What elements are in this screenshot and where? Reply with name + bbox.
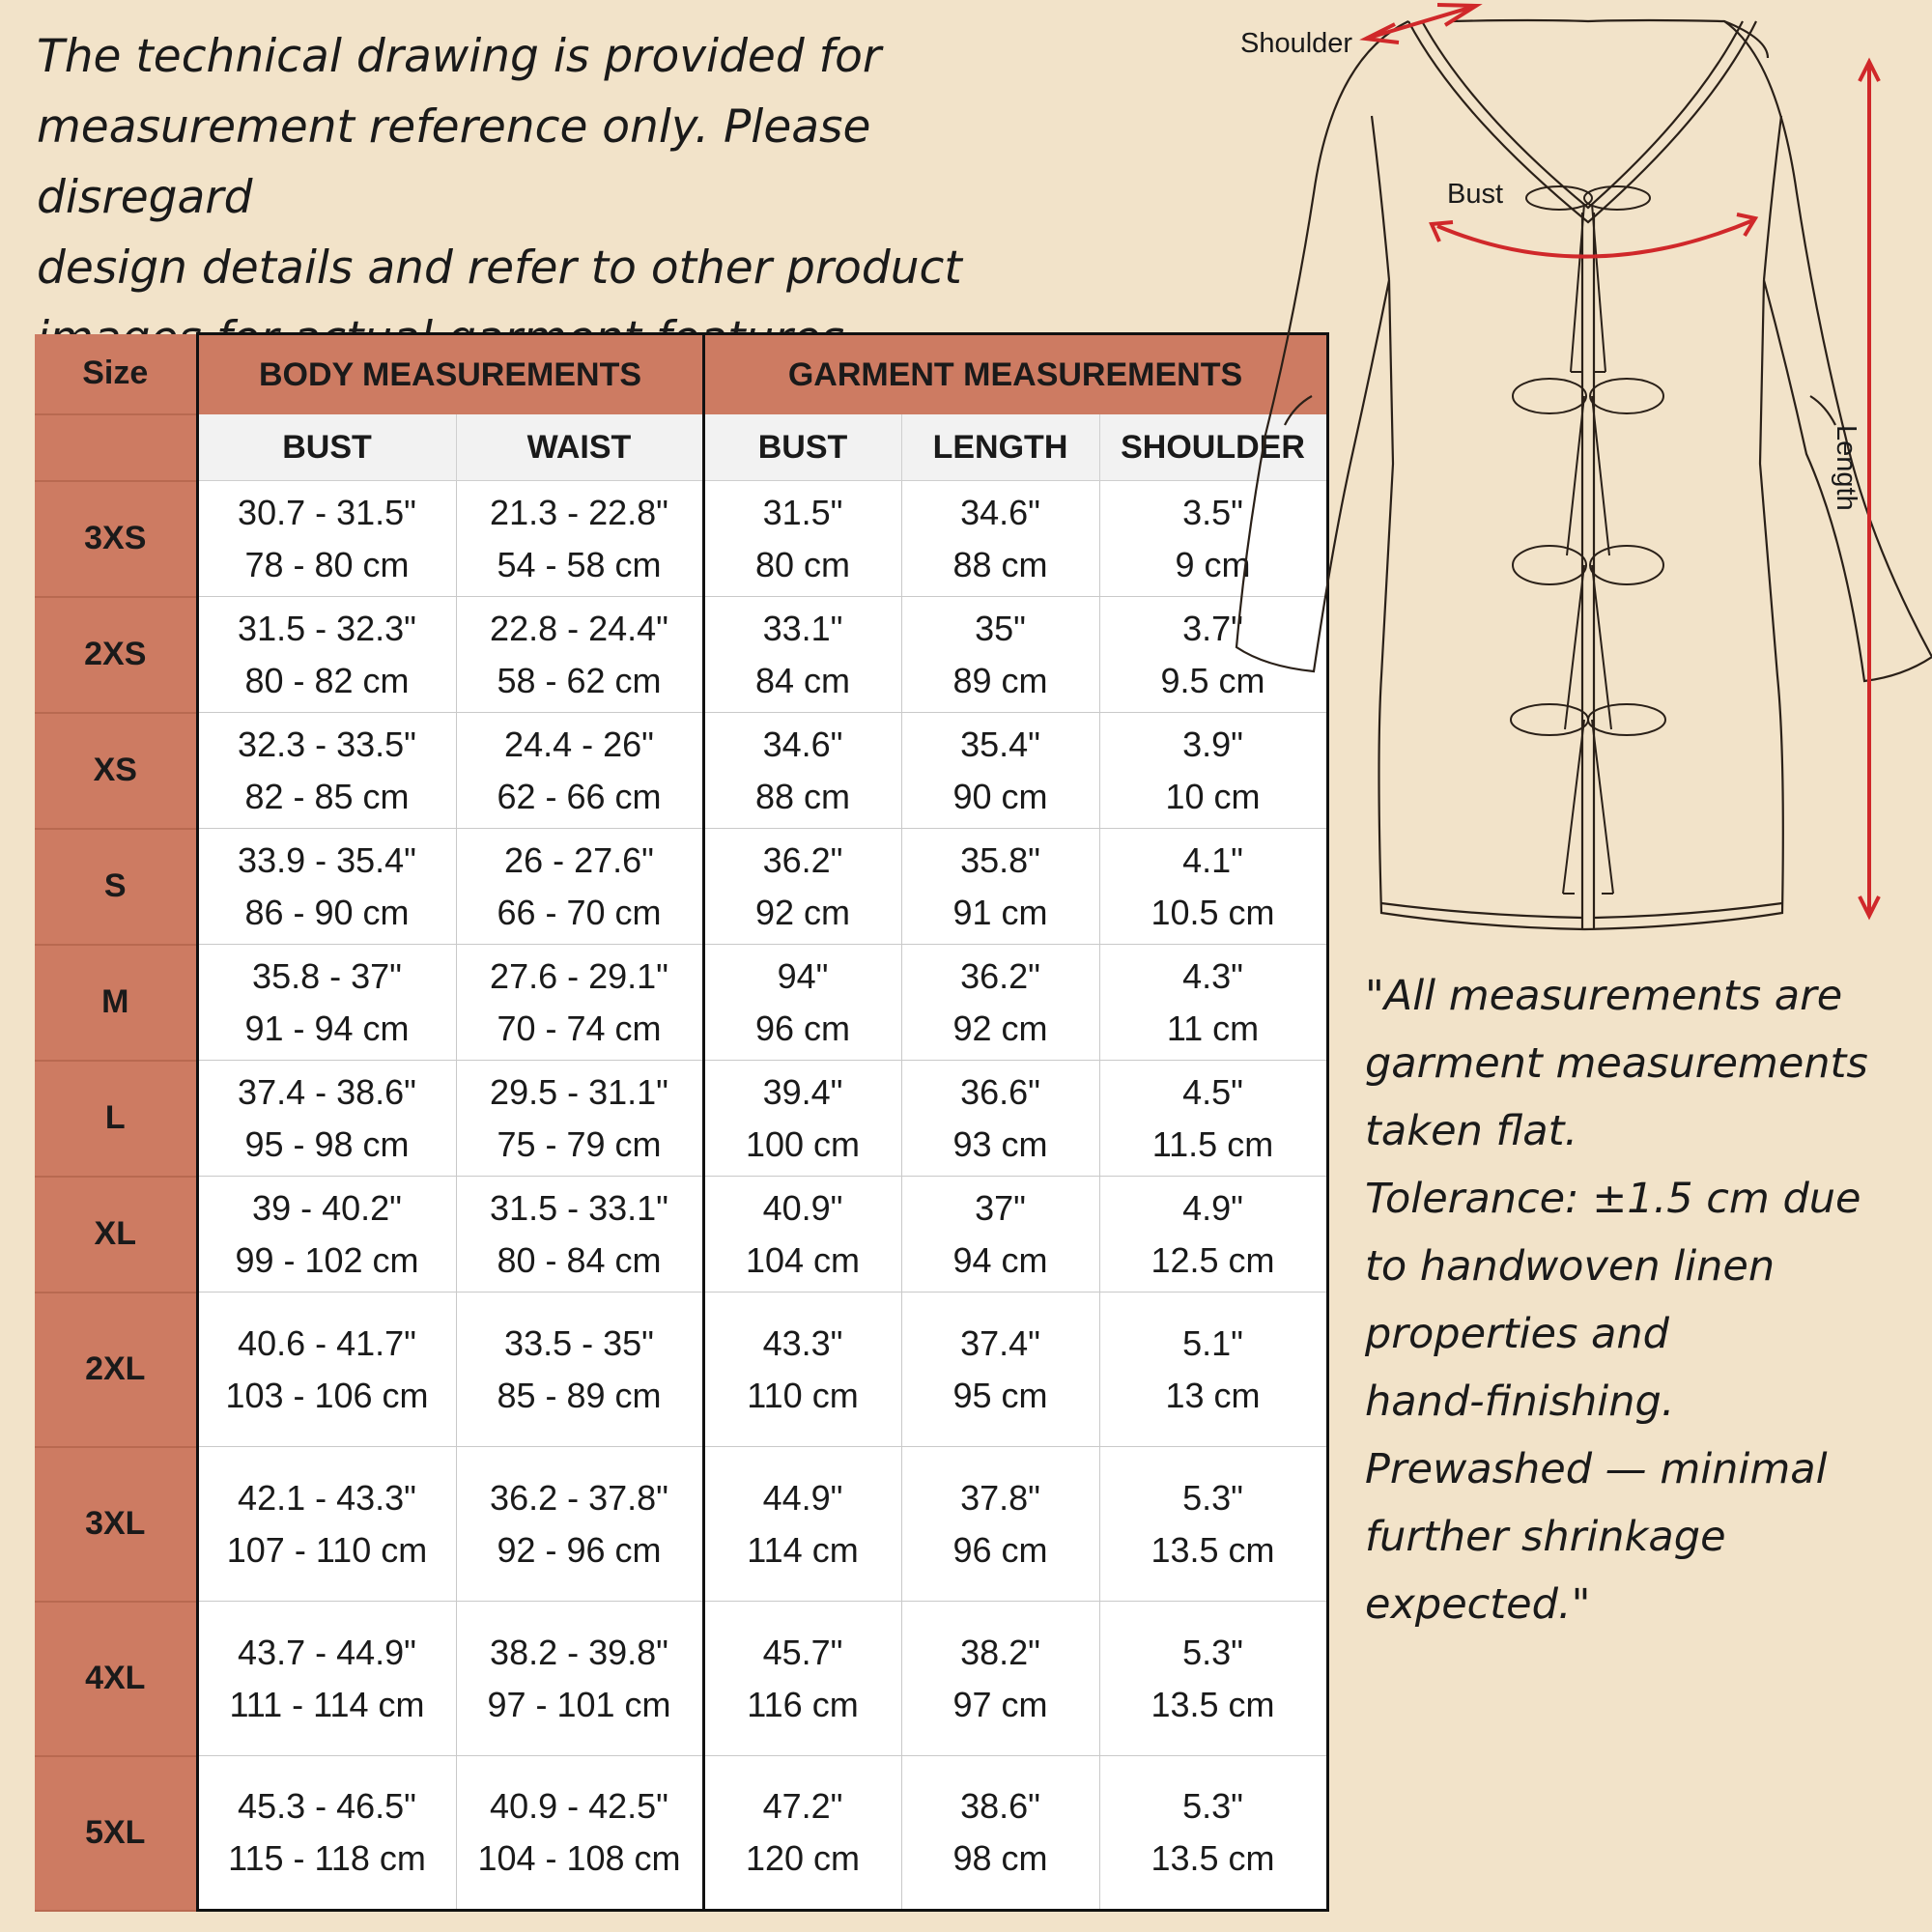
cm-value: 110 cm xyxy=(747,1375,859,1415)
table-row xyxy=(35,945,1327,1061)
size-label: S xyxy=(35,829,197,945)
cm-value: 94 cm xyxy=(952,1239,1048,1280)
subheader-garment-length: LENGTH xyxy=(901,414,1099,481)
inches-value: 37.4 - 38.6" xyxy=(238,1071,416,1112)
intro-line: measurement reference only. Please disregard xyxy=(37,100,871,224)
cm-value: 90 cm xyxy=(952,776,1048,816)
cm-value: 120 cm xyxy=(745,1838,861,1878)
inches-value: 36.2" xyxy=(762,839,843,880)
inches-value: 35.4" xyxy=(960,724,1040,764)
garment-measurements-header: GARMENT MEASUREMENTS xyxy=(703,334,1327,415)
subheader-body-waist: WAIST xyxy=(456,414,703,481)
measurement-cell xyxy=(901,1756,1099,1911)
table-row xyxy=(35,1177,1327,1293)
measurement-cell xyxy=(901,713,1099,829)
cm-value: 116 cm xyxy=(747,1684,859,1724)
size-label: 3XS xyxy=(35,481,197,597)
inches-value: 45.7" xyxy=(762,1632,843,1672)
measurement-cell xyxy=(703,829,901,945)
table-row xyxy=(35,1061,1327,1177)
inches-value: 40.9" xyxy=(762,1187,843,1228)
measurement-cell xyxy=(901,481,1099,597)
inches-value: 24.4 - 26" xyxy=(504,724,654,764)
cm-value: 13.5 cm xyxy=(1151,1684,1275,1724)
cm-value: 62 - 66 cm xyxy=(497,776,662,816)
cm-value: 10.5 cm xyxy=(1151,892,1275,932)
cm-value: 84 cm xyxy=(754,660,851,700)
note-line: to handwoven linen xyxy=(1365,1242,1776,1291)
bust-label: Bust xyxy=(1447,179,1504,210)
measurement-cell xyxy=(197,1602,456,1756)
inches-value: 39.4" xyxy=(762,1071,843,1112)
inches-value: 39 - 40.2" xyxy=(252,1187,402,1228)
cm-value: 91 cm xyxy=(952,892,1048,932)
cm-value: 92 - 96 cm xyxy=(497,1529,662,1570)
cm-value: 9 cm xyxy=(1175,544,1251,584)
inches-value: 4.3" xyxy=(1182,955,1243,996)
inches-value: 5.1" xyxy=(1182,1322,1243,1363)
measurement-cell xyxy=(901,1447,1099,1602)
inches-value: 31.5" xyxy=(762,492,843,532)
inches-value: 35" xyxy=(975,608,1026,648)
measurement-cell xyxy=(1099,1293,1327,1447)
inches-value: 43.3" xyxy=(762,1322,843,1363)
measurement-cell xyxy=(1099,1602,1327,1756)
cm-value: 13.5 cm xyxy=(1151,1529,1275,1570)
inches-value: 94" xyxy=(777,955,829,996)
cm-value: 96 cm xyxy=(754,1008,851,1048)
size-label: 5XL xyxy=(35,1756,197,1911)
table-row xyxy=(35,481,1327,597)
inches-value: 29.5 - 31.1" xyxy=(490,1071,668,1112)
inches-value: 5.3" xyxy=(1182,1632,1243,1672)
note-line: garment measurements xyxy=(1365,1039,1868,1088)
cm-value: 11 cm xyxy=(1166,1008,1260,1048)
inches-value: 4.9" xyxy=(1182,1187,1243,1228)
inches-value: 3.7" xyxy=(1182,608,1243,648)
inches-value: 21.3 - 22.8" xyxy=(490,492,668,532)
size-label: M xyxy=(35,945,197,1061)
cm-value: 86 - 90 cm xyxy=(244,892,410,932)
note-line: hand-finishing. xyxy=(1365,1378,1675,1426)
cm-value: 97 cm xyxy=(952,1684,1048,1724)
intro-line: The technical drawing is provided for xyxy=(37,30,882,83)
cm-value: 10 cm xyxy=(1165,776,1261,816)
table-row xyxy=(35,713,1327,829)
inches-value: 36.2 - 37.8" xyxy=(490,1477,668,1518)
measurement-cell xyxy=(456,1061,703,1177)
intro-line: design details and refer to other product xyxy=(37,242,962,295)
measurement-cell xyxy=(197,1447,456,1602)
inches-value: 30.7 - 31.5" xyxy=(238,492,416,532)
inches-value: 37" xyxy=(975,1187,1026,1228)
measurement-cell xyxy=(703,945,901,1061)
measurement-cell xyxy=(197,1061,456,1177)
cm-value: 66 - 70 cm xyxy=(497,892,662,932)
table-row xyxy=(35,829,1327,945)
cm-value: 111 - 114 cm xyxy=(229,1684,425,1724)
size-label: XL xyxy=(35,1177,197,1293)
cm-value: 80 - 82 cm xyxy=(244,660,410,700)
measurement-cell xyxy=(456,1447,703,1602)
measurement-cell xyxy=(456,597,703,713)
inches-value: 35.8" xyxy=(960,839,1040,880)
cm-value: 104 cm xyxy=(745,1239,861,1280)
measurement-cell xyxy=(703,1447,901,1602)
inches-value: 43.7 - 44.9" xyxy=(238,1632,416,1672)
inches-value: 33.1" xyxy=(762,608,843,648)
inches-value: 35.8 - 37" xyxy=(252,955,402,996)
drawing-labels xyxy=(1240,28,1861,511)
inches-value: 45.3 - 46.5" xyxy=(238,1786,416,1826)
inches-value: 40.9 - 42.5" xyxy=(490,1786,668,1826)
measurement-cell xyxy=(901,829,1099,945)
measurement-cell xyxy=(456,945,703,1061)
measurement-cell xyxy=(901,1177,1099,1293)
subheader-garment-shoulder: SHOULDER xyxy=(1099,414,1327,481)
inches-value: 31.5 - 32.3" xyxy=(238,608,416,648)
measurement-cell xyxy=(703,713,901,829)
subheader-body-bust: BUST xyxy=(197,414,456,481)
inches-value: 3.9" xyxy=(1182,724,1243,764)
cm-value: 114 cm xyxy=(747,1529,859,1570)
inches-value: 38.2 - 39.8" xyxy=(490,1632,668,1672)
size-column-header: Size xyxy=(35,334,197,415)
subheader-garment-bust: BUST xyxy=(703,414,901,481)
cm-value: 13.5 cm xyxy=(1151,1838,1275,1878)
inches-value: 38.2" xyxy=(960,1632,1040,1672)
measurement-cell xyxy=(703,597,901,713)
cm-value: 11.5 cm xyxy=(1151,1123,1274,1164)
measurement-cell xyxy=(1099,1756,1327,1911)
inches-value: 37.8" xyxy=(960,1477,1040,1518)
table-row xyxy=(35,1293,1327,1447)
table-row xyxy=(35,1602,1327,1756)
note-line: further shrinkage xyxy=(1365,1513,1726,1561)
inches-value: 44.9" xyxy=(762,1477,843,1518)
cm-value: 58 - 62 cm xyxy=(497,660,662,700)
note-line: "All measurements are xyxy=(1365,972,1843,1020)
measurement-cell xyxy=(1099,1061,1327,1177)
inches-value: 5.3" xyxy=(1182,1477,1243,1518)
measurement-cell xyxy=(197,597,456,713)
body-measurements-header: BODY MEASUREMENTS xyxy=(197,334,703,415)
cm-value: 100 cm xyxy=(745,1123,861,1164)
table-row xyxy=(35,1756,1327,1911)
inches-value: 37.4" xyxy=(960,1322,1040,1363)
cm-value: 104 - 108 cm xyxy=(477,1838,681,1878)
cm-value: 9.5 cm xyxy=(1160,660,1265,700)
intro-text xyxy=(37,21,1080,374)
size-label: XS xyxy=(35,713,197,829)
measurement-cell xyxy=(456,713,703,829)
inches-value: 42.1 - 43.3" xyxy=(238,1477,416,1518)
size-column-spacer xyxy=(35,414,197,481)
length-label: Length xyxy=(1831,425,1861,511)
inches-value: 27.6 - 29.1" xyxy=(490,955,668,996)
note-line: properties and xyxy=(1365,1310,1669,1358)
table-row xyxy=(35,597,1327,713)
cm-value: 91 - 94 cm xyxy=(244,1008,410,1048)
cm-value: 75 - 79 cm xyxy=(497,1123,662,1164)
measurement-cell xyxy=(703,481,901,597)
inches-value: 38.6" xyxy=(960,1786,1040,1826)
measurement-cell xyxy=(901,945,1099,1061)
measurement-cell xyxy=(1099,1177,1327,1293)
size-label: 2XL xyxy=(35,1293,197,1447)
inches-value: 47.2" xyxy=(762,1786,843,1826)
note-line: expected." xyxy=(1365,1580,1591,1629)
cm-value: 98 cm xyxy=(952,1838,1048,1878)
measurement-cell xyxy=(197,1293,456,1447)
measurement-arrows xyxy=(1366,5,1879,916)
cm-value: 115 - 118 cm xyxy=(228,1838,426,1878)
garment-outline xyxy=(1236,20,1932,929)
measurement-cell xyxy=(703,1602,901,1756)
measurement-cell xyxy=(901,597,1099,713)
measurement-cell xyxy=(456,829,703,945)
cm-value: 80 - 84 cm xyxy=(497,1239,662,1280)
cm-value: 54 - 58 cm xyxy=(497,544,662,584)
note-line: taken flat. xyxy=(1365,1107,1578,1155)
measurement-cell xyxy=(197,481,456,597)
measurement-cell xyxy=(456,1756,703,1911)
cm-value: 103 - 106 cm xyxy=(225,1375,429,1415)
inches-value: 33.9 - 35.4" xyxy=(238,839,416,880)
size-label: 3XL xyxy=(35,1447,197,1602)
measurement-cell xyxy=(197,1756,456,1911)
measurement-cell xyxy=(197,1177,456,1293)
measurement-notes xyxy=(1365,962,1916,1638)
inches-value: 22.8 - 24.4" xyxy=(490,608,668,648)
inches-value: 34.6" xyxy=(762,724,843,764)
measurement-cell xyxy=(456,481,703,597)
cm-value: 95 - 98 cm xyxy=(244,1123,410,1164)
inches-value: 36.2" xyxy=(960,955,1040,996)
cm-value: 12.5 cm xyxy=(1151,1239,1275,1280)
table-row xyxy=(35,1447,1327,1602)
inches-value: 4.5" xyxy=(1182,1071,1243,1112)
cm-value: 80 cm xyxy=(754,544,851,584)
cm-value: 92 cm xyxy=(754,892,851,932)
measurement-cell xyxy=(901,1061,1099,1177)
cm-value: 89 cm xyxy=(952,660,1048,700)
size-chart-table xyxy=(35,332,1329,1912)
inches-value: 36.6" xyxy=(960,1071,1040,1112)
shoulder-label: Shoulder xyxy=(1240,28,1353,59)
inches-value: 26 - 27.6" xyxy=(504,839,654,880)
inches-value: 3.5" xyxy=(1182,492,1243,532)
size-label: L xyxy=(35,1061,197,1177)
measurement-cell xyxy=(901,1602,1099,1756)
cm-value: 88 cm xyxy=(952,544,1048,584)
shoulder-arrow xyxy=(1366,6,1476,39)
cm-value: 96 cm xyxy=(952,1529,1048,1570)
cm-value: 93 cm xyxy=(952,1123,1048,1164)
inches-value: 34.6" xyxy=(960,492,1040,532)
measurement-cell xyxy=(456,1602,703,1756)
size-label: 4XL xyxy=(35,1602,197,1756)
measurement-cell xyxy=(1099,1447,1327,1602)
cm-value: 13 cm xyxy=(1165,1375,1261,1415)
cm-value: 85 - 89 cm xyxy=(497,1375,662,1415)
measurement-cell xyxy=(197,829,456,945)
measurement-cell xyxy=(901,1293,1099,1447)
measurement-cell xyxy=(703,1177,901,1293)
cm-value: 88 cm xyxy=(754,776,851,816)
tie-bows xyxy=(1511,186,1665,894)
cm-value: 97 - 101 cm xyxy=(487,1684,671,1724)
measurement-cell xyxy=(456,1177,703,1293)
note-line: Tolerance: ±1.5 cm due xyxy=(1365,1175,1861,1223)
measurement-cell xyxy=(197,945,456,1061)
measurement-cell xyxy=(456,1293,703,1447)
inches-value: 32.3 - 33.5" xyxy=(238,724,416,764)
cm-value: 99 - 102 cm xyxy=(235,1239,419,1280)
inches-value: 40.6 - 41.7" xyxy=(238,1322,416,1363)
measurement-cell xyxy=(1099,945,1327,1061)
size-label: 2XS xyxy=(35,597,197,713)
inches-value: 5.3" xyxy=(1182,1786,1243,1826)
cm-value: 95 cm xyxy=(952,1375,1048,1415)
cm-value: 92 cm xyxy=(952,1008,1048,1048)
measurement-cell xyxy=(197,713,456,829)
inches-value: 33.5 - 35" xyxy=(504,1322,654,1363)
measurement-cell xyxy=(703,1756,901,1911)
inches-value: 31.5 - 33.1" xyxy=(490,1187,668,1228)
cm-value: 107 - 110 cm xyxy=(226,1529,428,1570)
garment-technical-drawing xyxy=(1227,0,1932,956)
inches-value: 4.1" xyxy=(1182,839,1243,880)
cm-value: 70 - 74 cm xyxy=(497,1008,662,1048)
measurement-cell xyxy=(703,1293,901,1447)
cm-value: 78 - 80 cm xyxy=(244,544,410,584)
measurement-cell xyxy=(703,1061,901,1177)
note-line: Prewashed — minimal xyxy=(1365,1445,1828,1493)
cm-value: 82 - 85 cm xyxy=(244,776,410,816)
